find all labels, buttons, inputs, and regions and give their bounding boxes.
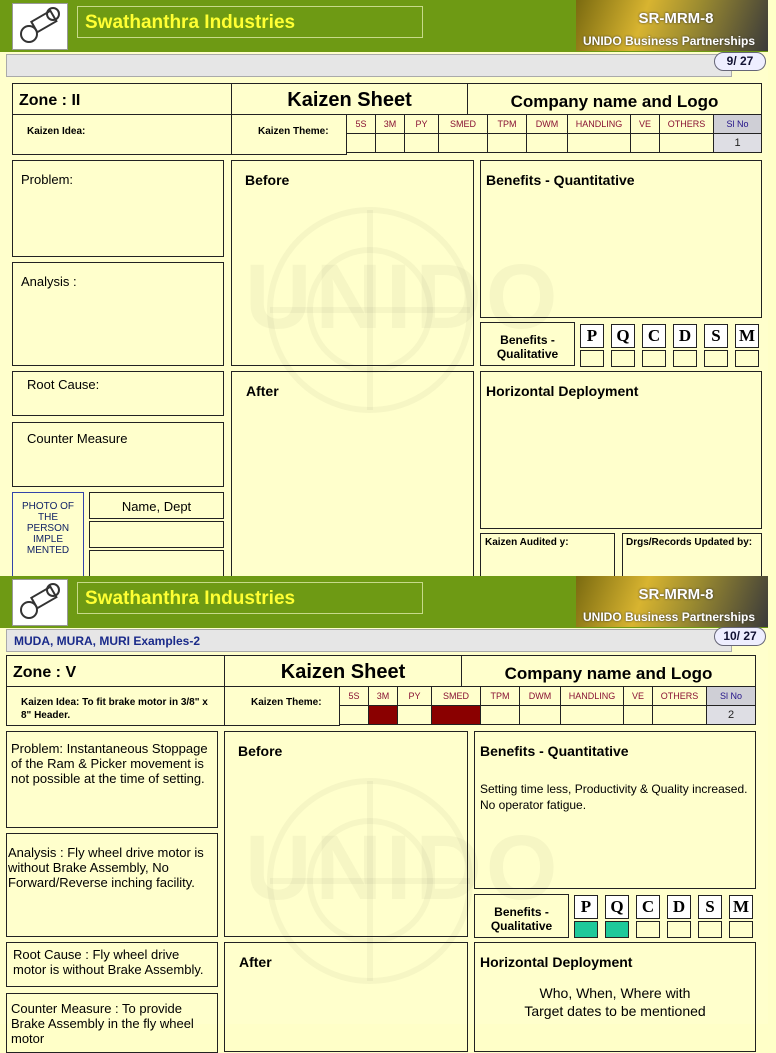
company-logo <box>12 3 68 50</box>
theme-handling: HANDLING <box>568 115 631 134</box>
pq-label: M <box>735 324 759 348</box>
pq-label: M <box>729 895 753 919</box>
theme-cell <box>660 134 714 153</box>
theme-cell <box>439 134 488 153</box>
pq-value-marked <box>605 921 629 938</box>
slide-10 <box>0 576 768 1046</box>
theme-cell <box>376 134 405 153</box>
theme-header-row <box>347 115 762 134</box>
sheet-title: Kaizen Sheet <box>224 655 462 687</box>
theme-3m: 3M <box>369 687 398 706</box>
name-dept-field <box>89 521 224 548</box>
theme-table <box>339 686 756 725</box>
pq-value <box>642 350 666 367</box>
pq-value <box>611 350 635 367</box>
theme-tpm: TPM <box>488 115 527 134</box>
theme-cell <box>398 706 432 725</box>
benefits-qualitative-label: Benefits - Qualitative <box>480 322 575 366</box>
pq-label: Q <box>611 324 635 348</box>
theme-cell-smed-marked <box>432 706 481 725</box>
root-cause-box: Root Cause: <box>12 371 224 416</box>
pq-m <box>735 324 759 367</box>
subtitle-bar <box>6 54 732 77</box>
counter-measure-box: Counter Measure <box>12 422 224 487</box>
theme-cell <box>405 134 439 153</box>
pq-value <box>729 921 753 938</box>
theme-cell <box>340 706 369 725</box>
pq-s <box>704 324 728 367</box>
counter-measure-box: Counter Measure : To provide Brake Assembly in the fly wheel motor <box>6 993 218 1053</box>
theme-table <box>346 114 762 153</box>
company-name: Swathanthra Industries <box>77 6 423 38</box>
benefits-quantitative-title: Benefits - Quantitative <box>480 743 629 759</box>
pq-value <box>704 350 728 367</box>
audited-box: Kaizen Audited y: <box>480 533 615 583</box>
pqcdsm-grid <box>574 895 753 938</box>
horizontal-deployment-box <box>474 942 756 1052</box>
photo-box: PHOTO OF THE PERSON IMPLE MENTED <box>12 492 84 582</box>
before-box: Before <box>224 731 468 937</box>
pq-value-marked <box>574 921 598 938</box>
sheet-title: Kaizen Sheet <box>231 83 468 115</box>
pq-label: C <box>636 895 660 919</box>
drgs-box: Drgs/Records Updated by: <box>622 533 762 583</box>
theme-5s: 5S <box>347 115 376 134</box>
theme-sl-no: Sl No <box>707 687 756 706</box>
zone-cell: Zone : V <box>6 655 225 687</box>
theme-py: PY <box>398 687 432 706</box>
zone-cell: Zone : II <box>12 83 232 115</box>
theme-cell <box>488 134 527 153</box>
subtitle-bar <box>6 629 732 652</box>
theme-cell <box>520 706 561 725</box>
badge-subtitle: UNIDO Business Partnerships <box>583 610 756 624</box>
theme-smed: SMED <box>439 115 488 134</box>
pq-label: Q <box>605 895 629 919</box>
company-logo-cell: Company name and Logo <box>467 83 762 115</box>
program-badge <box>576 0 768 51</box>
theme-others: OTHERS <box>660 115 714 134</box>
page-number: 9/ 27 <box>714 52 766 71</box>
benefits-qualitative-label: Benefits - Qualitative <box>474 894 569 938</box>
theme-header-row <box>340 687 756 706</box>
page-number: 10/ 27 <box>714 627 766 646</box>
pq-c <box>642 324 666 367</box>
root-cause-box: Root Cause : Fly wheel drive motor is without Brake Assembly. <box>6 942 218 987</box>
pq-d <box>673 324 697 367</box>
theme-sl-no: Sl No <box>714 115 762 134</box>
theme-cell <box>624 706 653 725</box>
theme-cell <box>527 134 568 153</box>
company-logo <box>12 579 68 626</box>
pq-value <box>580 350 604 367</box>
benefits-quantitative-box: Benefits - Quantitative <box>480 160 762 318</box>
horizontal-deployment-box: Horizontal Deployment <box>480 371 762 529</box>
pqcdsm-grid <box>580 324 759 367</box>
pq-value <box>673 350 697 367</box>
after-box: After <box>231 371 474 586</box>
theme-ve: VE <box>624 687 653 706</box>
badge-title: SR-MRM-8 <box>638 10 714 27</box>
theme-cell <box>481 706 520 725</box>
theme-value-row <box>347 134 762 153</box>
theme-cell-3m-marked <box>369 706 398 725</box>
kaizen-theme-label: Kaizen Theme: <box>231 114 347 155</box>
theme-ve: VE <box>631 115 660 134</box>
name-dept-box: Name, Dept <box>89 492 224 519</box>
pq-p <box>574 895 598 938</box>
theme-cell <box>561 706 624 725</box>
pq-value <box>735 350 759 367</box>
pq-s <box>698 895 722 938</box>
theme-value-row <box>340 706 756 725</box>
theme-5s: 5S <box>340 687 369 706</box>
pq-label: C <box>642 324 666 348</box>
theme-smed: SMED <box>432 687 481 706</box>
theme-tpm: TPM <box>481 687 520 706</box>
problem-box: Problem: <box>12 160 224 257</box>
pq-m <box>729 895 753 938</box>
sl-no-value: 2 <box>707 706 756 725</box>
pq-label: S <box>704 324 728 348</box>
pq-q <box>611 324 635 367</box>
slide-subtitle: MUDA, MURA, MURI Examples-2 <box>14 634 201 648</box>
kaizen-theme-label: Kaizen Theme: <box>224 686 340 726</box>
pq-c <box>636 895 660 938</box>
kaizen-idea: Kaizen Idea: <box>12 114 232 155</box>
sl-no-value: 1 <box>714 134 762 153</box>
kaizen-idea: Kaizen Idea: To fit brake motor in 3/8" x 8" Header. <box>6 686 225 726</box>
analysis-box: Analysis : <box>12 262 224 366</box>
pq-value <box>636 921 660 938</box>
pq-label: P <box>580 324 604 348</box>
program-badge <box>576 576 768 627</box>
theme-cell <box>347 134 376 153</box>
badge-subtitle: UNIDO Business Partnerships <box>583 34 756 48</box>
benefits-quantitative-box <box>474 731 756 889</box>
pq-q <box>605 895 629 938</box>
benefits-quantitative-text: Setting time less, Productivity & Quality increased. No operator fatigue. <box>480 782 748 812</box>
after-box: After <box>224 942 468 1052</box>
pq-p <box>580 324 604 367</box>
company-name: Swathanthra Industries <box>77 582 423 614</box>
pq-label: D <box>667 895 691 919</box>
horizontal-deployment-text: Who, When, Where with Target dates to be mentioned <box>524 985 706 1019</box>
horizontal-deployment-title: Horizontal Deployment <box>480 954 633 970</box>
theme-dwm: DWM <box>520 687 561 706</box>
theme-cell <box>653 706 707 725</box>
pq-label: D <box>673 324 697 348</box>
before-box: Before <box>231 160 474 366</box>
pq-label: S <box>698 895 722 919</box>
pq-label: P <box>574 895 598 919</box>
theme-others: OTHERS <box>653 687 707 706</box>
theme-py: PY <box>405 115 439 134</box>
theme-3m: 3M <box>376 115 405 134</box>
theme-cell <box>631 134 660 153</box>
analysis-box: Analysis : Fly wheel drive motor is without Brake Assembly, No Forward/Reverse inching facility. <box>6 833 218 937</box>
problem-box: Problem: Instantaneous Stoppage of the Ram & Picker movement is not possible at the time of setting. <box>6 731 218 828</box>
pq-value <box>698 921 722 938</box>
company-logo-cell: Company name and Logo <box>461 655 756 687</box>
pq-value <box>667 921 691 938</box>
theme-handling: HANDLING <box>561 687 624 706</box>
badge-title: SR-MRM-8 <box>638 586 714 603</box>
theme-cell <box>568 134 631 153</box>
theme-dwm: DWM <box>527 115 568 134</box>
pq-d <box>667 895 691 938</box>
